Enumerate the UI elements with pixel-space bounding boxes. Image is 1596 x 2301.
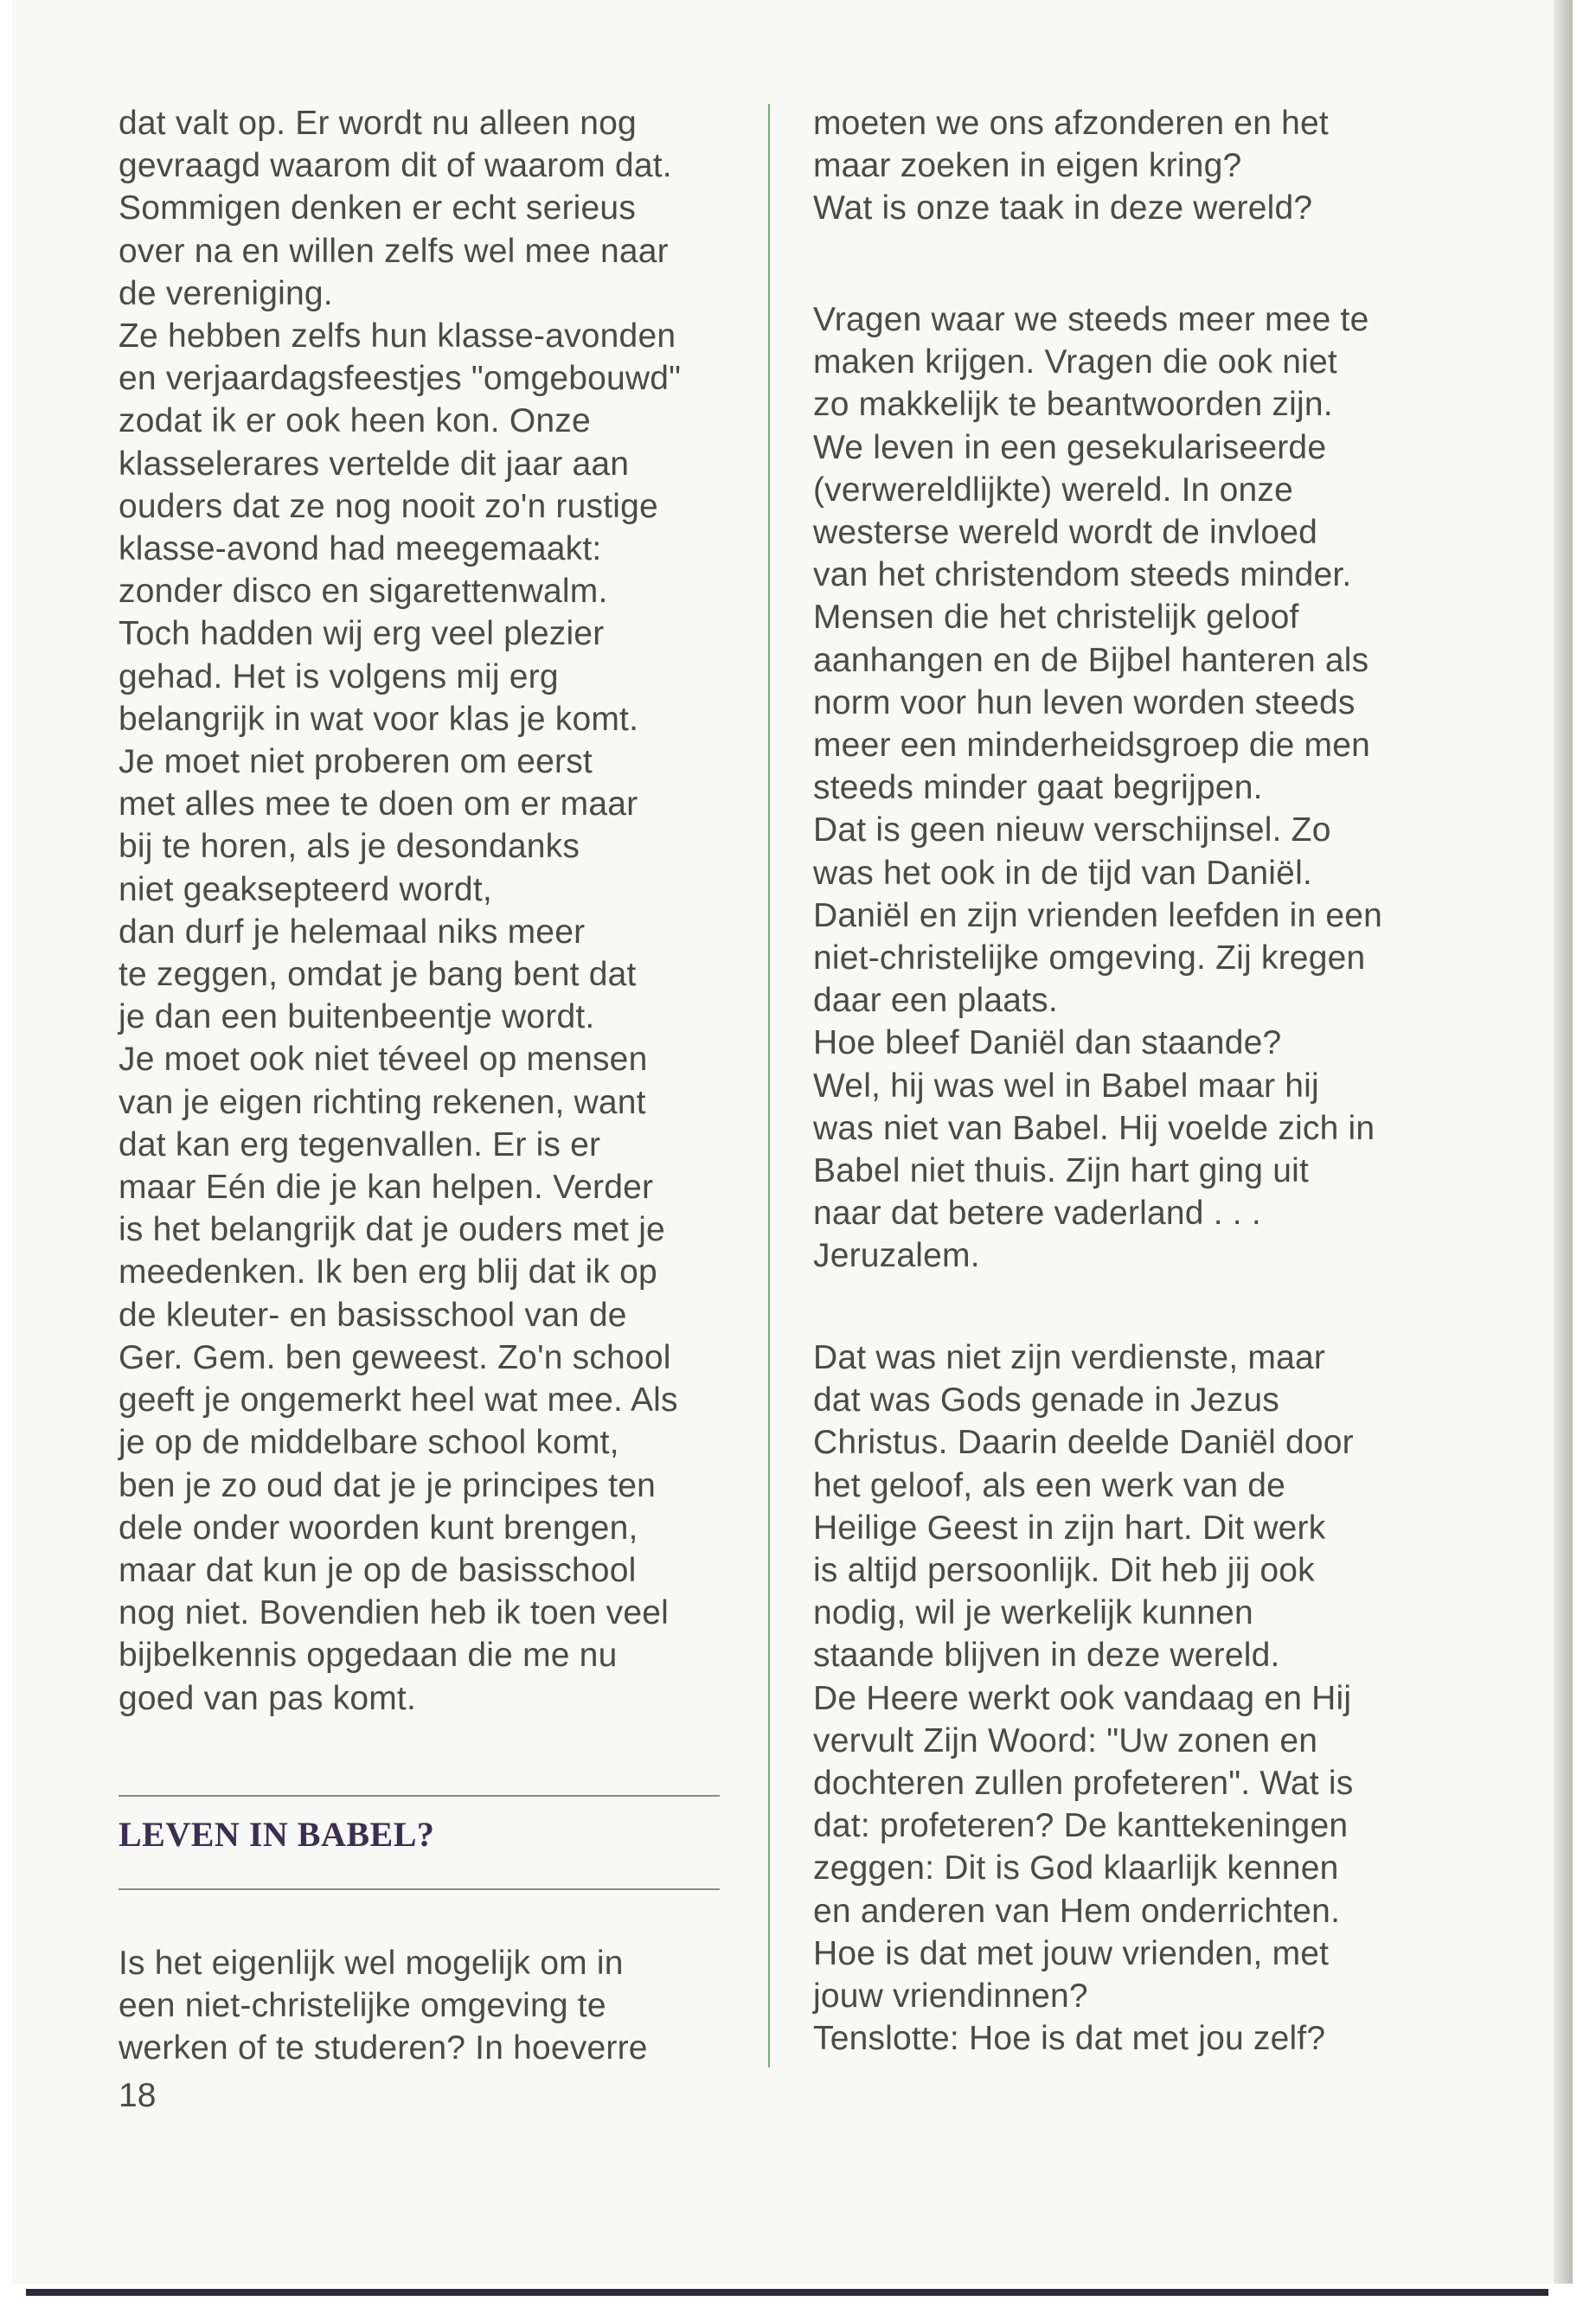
text-line: Sommigen denken er echt serieus <box>119 189 637 228</box>
text-line: We leven in een gesekulariseerde <box>813 428 1327 466</box>
text-line: is het belangrijk dat je ouders met je <box>119 1211 665 1249</box>
text-line: dat valt op. Er wordt nu alleen nog <box>119 105 637 142</box>
text-line: steeds minder gaat begrijpen. <box>813 769 1263 807</box>
text-line: Vragen waar we steeds meer mee te <box>813 301 1369 338</box>
text-line: westerse wereld wordt de invloed <box>813 514 1318 552</box>
text-line: de vereniging. <box>119 274 333 312</box>
right-column-mid-text <box>813 298 1427 1278</box>
text-line: is altijd persoonlijk. Dit heb jij ook <box>813 1552 1315 1590</box>
text-line: Tenslotte: Hoe is dat met jou zelf? <box>813 2020 1326 2058</box>
text-line: (verwereldlijkte) wereld. In onze <box>813 471 1293 509</box>
page-edge-shadow <box>1554 0 1573 2284</box>
scan-bottom-strip <box>26 2289 1548 2296</box>
heading-rule-top <box>119 1795 720 1797</box>
text-line: zodat ik er ook heen kon. Onze <box>119 402 591 440</box>
text-line: goed van pas komt. <box>119 1679 416 1717</box>
text-line: je op de middelbare school komt, <box>119 1424 619 1462</box>
text-line: Heilige Geest in zijn hart. Dit werk <box>813 1509 1326 1547</box>
text-line: klasse-avond had meegemaakt: <box>119 530 602 568</box>
text-line: jouw vriendinnen? <box>813 1977 1088 2016</box>
text-line: Wat is onze taak in deze wereld? <box>813 189 1313 228</box>
text-line: Toch hadden wij erg veel plezier <box>119 615 605 653</box>
right-column-top-text <box>813 102 1427 230</box>
right-column-bottom-text <box>813 1336 1427 2060</box>
text-line: maar dat kun je op de basisschool <box>119 1551 637 1589</box>
text-line: ouders dat ze nog nooit zo'n rustige <box>119 487 658 525</box>
text-line: van het christendom steeds minder. <box>813 556 1352 594</box>
page-number: 18 <box>119 2077 157 2114</box>
text-line: maar zoeken in eigen kring? <box>813 147 1242 185</box>
text-line: Babel niet thuis. Zijn hart ging uit <box>813 1152 1310 1190</box>
text-line: ben je zo oud dat je je principes ten <box>119 1466 656 1504</box>
text-line: moeten we ons afzonderen en het <box>813 105 1329 142</box>
text-line: Hoe bleef Daniël dan staande? <box>813 1024 1282 1062</box>
text-line: met alles mee te doen om er maar <box>119 785 638 824</box>
text-line: zonder disco en sigarettenwalm. <box>119 573 608 611</box>
text-line: Je moet ook niet téveel op mensen <box>119 1041 648 1079</box>
text-line: bij te horen, als je desondanks <box>119 828 580 866</box>
text-line: nog niet. Bovendien heb ik toen veel <box>119 1594 669 1632</box>
text-line: De Heere werkt ook vandaag en Hij <box>813 1679 1352 1717</box>
text-line: het geloof, als een werk van de <box>813 1466 1286 1504</box>
text-line: dat was Gods genade in Jezus <box>813 1381 1279 1420</box>
text-line: te zeggen, omdat je bang bent dat <box>119 956 637 994</box>
text-line: Christus. Daarin deelde Daniël door <box>813 1424 1354 1462</box>
text-line: meedenken. Ik ben erg blij dat ik op <box>119 1253 657 1292</box>
text-line: Jeruzalem. <box>813 1237 980 1275</box>
text-line: Dat is geen nieuw verschijnsel. Zo <box>813 811 1331 849</box>
text-line: Dat was niet zijn verdienste, maar <box>813 1339 1326 1376</box>
text-line: norm voor hun leven worden steeds <box>813 683 1356 721</box>
text-line: nodig, wil je werkelijk kunnen <box>813 1594 1253 1632</box>
text-line: Ze hebben zelfs hun klasse-avonden <box>119 317 676 356</box>
text-line: je dan een buitenbeentje wordt. <box>119 998 595 1036</box>
left-column-text <box>119 102 724 1720</box>
text-line: dele onder woorden kunt brengen, <box>119 1509 638 1547</box>
text-line: aanhangen en de Bijbel hanteren als <box>813 641 1369 679</box>
text-line: over na en willen zelfs wel mee naar <box>119 232 669 270</box>
text-line: daar een plaats. <box>813 982 1058 1020</box>
text-line: Mensen die het christelijk geloof <box>813 599 1299 637</box>
text-line: maar Eén die je kan helpen. Verder <box>119 1169 654 1207</box>
text-line: dochteren zullen profeteren". Wat is <box>813 1765 1354 1803</box>
text-line: dat: profeteren? De kanttekeningen <box>813 1807 1349 1845</box>
text-line: dan durf je helemaal niks meer <box>119 913 586 951</box>
text-line: en anderen van Hem onderrichten. <box>813 1892 1341 1930</box>
text-line: was niet van Babel. Hij voelde zich in <box>813 1109 1375 1147</box>
text-line: dat kan erg tegenvallen. Er is er <box>119 1125 601 1163</box>
text-line: Ger. Gem. ben geweest. Zo'n school <box>119 1338 671 1376</box>
text-line: was het ook in de tijd van Daniël. <box>813 854 1312 892</box>
text-line: werken of te studeren? In hoeverre <box>119 2029 648 2067</box>
text-line: staande blijven in deze wereld. <box>813 1637 1280 1675</box>
text-line: gehad. Het is volgens mij erg <box>119 657 559 695</box>
text-line: Daniël en zijn vrienden leefden in een <box>813 896 1383 934</box>
text-line: Je moet niet proberen om eerst <box>119 743 593 781</box>
left-column-bottom-text <box>119 1942 724 2070</box>
text-line: de kleuter- en basisschool van de <box>119 1296 627 1334</box>
text-line: gevraagd waarom dit of waarom dat. <box>119 147 672 185</box>
text-line: Hoe is dat met jouw vrienden, met <box>813 1934 1330 1972</box>
text-line: van je eigen richting rekenen, want <box>119 1083 646 1121</box>
heading-rule-bottom <box>119 1888 720 1890</box>
text-line: en verjaardagsfeestjes "omgebouwd" <box>119 360 682 398</box>
section-heading: LEVEN IN BABEL? <box>119 1815 435 1854</box>
text-line: Wel, hij was wel in Babel maar hij <box>813 1067 1319 1105</box>
column-divider <box>768 104 770 2067</box>
text-line: belangrijk in wat voor klas je komt. <box>119 700 639 738</box>
text-line: meer een minderheidsgroep die men <box>813 727 1370 765</box>
text-line: klasselerares vertelde dit jaar aan <box>119 445 630 483</box>
text-line: zo makkelijk te beantwoorden zijn. <box>813 386 1333 424</box>
text-line: naar dat betere vaderland . . . <box>813 1195 1261 1233</box>
text-line: niet geaksepteerd wordt, <box>119 870 492 908</box>
text-line: bijbelkennis opgedaan die me nu <box>119 1637 618 1675</box>
text-line: zeggen: Dit is God klaarlijk kennen <box>813 1849 1339 1888</box>
text-line: vervult Zijn Woord: "Uw zonen en <box>813 1721 1318 1759</box>
text-line: geeft je ongemerkt heel wat mee. Als <box>119 1381 678 1420</box>
text-line: niet-christelijke omgeving. Zij kregen <box>813 939 1366 977</box>
text-line: Is het eigenlijk wel mogelijk om in <box>119 1945 624 1982</box>
text-line: een niet-christelijke omgeving te <box>119 1987 606 2025</box>
text-line: maken krijgen. Vragen die ook niet <box>813 343 1337 381</box>
